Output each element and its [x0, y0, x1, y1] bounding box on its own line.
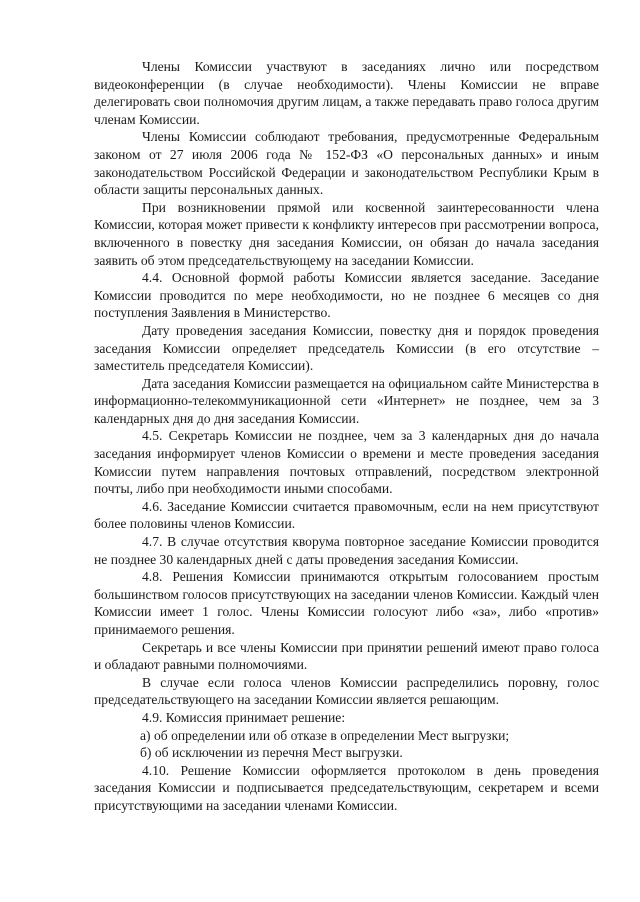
paragraph-4-4: 4.4. Основной формой работы Комиссии является заседание. Заседание Комиссии проводится по мере необходимости, но не позднее 6 месяцев со дня поступления Заявления в Министерство. — [94, 270, 599, 321]
paragraph-4-9: 4.9. Комиссия принимает решение: — [142, 709, 346, 725]
paragraph-4-10: 4.10. Решение Комиссии оформляется протоколом в день проведения заседания Комиссии и подписывается председательствующим, секретарем и всеми присутствующими на заседании членами Комиссии. — [94, 762, 599, 813]
paragraph-members-participation: Члены Комиссии участвуют в заседаниях лично или посредством видеоконференции (в случае необходимости). Члены Комиссии не вправе делегировать свои полномочия другим лицам, а также передавать право голоса другим членам Комиссии. — [94, 59, 599, 127]
paragraph-personal-data: Члены Комиссии соблюдают требования, предусмотренные Федеральным законом от 27 июля 2006 года № 152-ФЗ «О персональных данных» и иным законодательством Российской Федерации и законодательством Республики Крым в области защиты персональных данных. — [94, 129, 599, 198]
document-page — [94, 58, 599, 815]
paragraph-conflict-of-interest: При возникновении прямой или косвенной заинтересованности члена Комиссии, которая может привести к конфликту интересов при рассмотрении вопроса, включенного в повестку дня заседания Комиссии, он обязан до начала заседания заявить об этом председательствующему на заседании Комиссии. — [94, 199, 599, 268]
paragraph-4-7: 4.7. В случае отсутствия кворума повторное заседание Комиссии проводится не позднее 30 календарных дней с даты проведения заседания Комиссии. — [94, 534, 599, 567]
paragraph-meeting-date: Дату проведения заседания Комиссии, повестку дня и порядок проведения заседания Комиссии определяет председатель Комиссии (в его отсутствие – заместитель председателя Комиссии). — [94, 322, 599, 374]
paragraph-4-5: 4.5. Секретарь Комиссии не позднее, чем за 3 календарных дня до начала заседания информирует членов Комиссии о времени и месте проведения заседания Комиссии путем направления почтовых отправлений, посредством электронной почты, либо при необходимости иными способами. — [94, 428, 599, 497]
paragraph-4-8: 4.8. Решения Комиссии принимаются открытым голосованием простым большинством голосов присутствующих на заседании членов Комиссии. Каждый член Комиссии имеет 1 голос. Члены Комиссии голосуют либо «за», либо «против» принимаемого решения. — [94, 569, 599, 637]
list-item-a: а) об определении или об отказе в определении Мест выгрузки; — [140, 727, 510, 743]
paragraph-secretary-voting: Секретарь и все члены Комиссии при принятии решений имеют право голоса и обладают равными полномочиями. — [94, 639, 599, 673]
paragraph-tie-vote: В случае если голоса членов Комиссии распределились поровну, голос председательствующего на заседании Комиссии является решающим. — [94, 674, 599, 708]
paragraph-meeting-date-publication: Дата заседания Комиссии размещается на официальном сайте Министерства в информационно-телекоммуникационной сети «Интернет» не позднее, чем за 3 календарных дня до дня заседания Комиссии. — [94, 375, 599, 426]
paragraph-4-6: 4.6. Заседание Комиссии считается правомочным, если на нем присутствуют более половины членов Комиссии. — [94, 498, 599, 532]
list-item-b: б) об исключении из перечня Мест выгрузки. — [140, 745, 403, 761]
